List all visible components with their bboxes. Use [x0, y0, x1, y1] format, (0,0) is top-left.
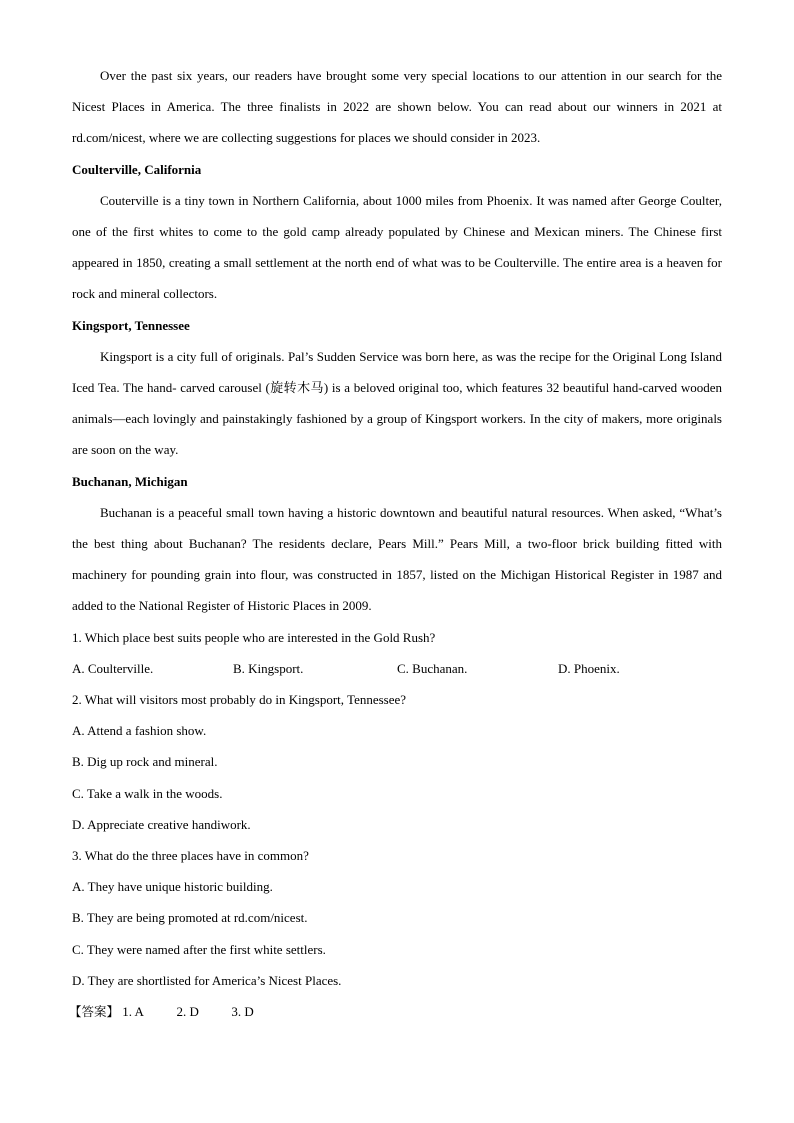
question-1: 1. Which place best suits people who are interested in the Gold Rush?: [72, 629, 436, 645]
intro-paragraph: Over the past six years, our readers have brought some very special locations to our attention in our search for the Nicest Places in America. The three finalists in 2022 are shown below. You can read about our winners in 2021 at rd.com/nicest, where we are collecting suggestions for places we should consider in 2023.: [72, 68, 722, 146]
question-1-option-a: A. Coulterville.: [72, 660, 154, 676]
question-3: 3. What do the three places have in common?: [72, 848, 309, 864]
place-text-buchanan: Buchanan is a peaceful small town having a historic downtown and beautiful natural resources. When asked, “What’s the best thing about Buchanan? The residents declare, Pears Mill.” Pears Mill, a two-floor brick building fitted with machinery for pounding grain into flour, was constructed in 1857, listed on the Michigan Historical Register in 1987 and added to the National Register of Historic Places in 2009.: [72, 504, 722, 614]
question-2-option-b: B. Dig up rock and mineral.: [72, 754, 218, 770]
answer-line: [69, 996, 722, 1027]
question-3-option-b: B. They are being promoted at rd.com/nicest.: [72, 910, 308, 926]
question-1-option-c: C. Buchanan.: [397, 660, 468, 676]
question-2-option-d: D. Appreciate creative handiwork.: [72, 816, 251, 832]
place-heading-coulterville: Coulterville, California: [72, 161, 202, 177]
document-content: [69, 60, 722, 1027]
question-3-option-a: A. They have unique historic building.: [72, 879, 273, 895]
place-heading-kingsport: Kingsport, Tennessee: [72, 317, 190, 333]
question-1-options: [72, 653, 722, 684]
question-2-option-a: A. Attend a fashion show.: [72, 723, 207, 739]
question-1-option-b: B. Kingsport.: [233, 660, 304, 676]
answer-tag: 【答案】: [69, 1004, 120, 1020]
question-2: 2. What will visitors most probably do in Kingsport, Tennessee?: [72, 692, 407, 708]
question-1-option-d: D. Phoenix.: [558, 660, 620, 676]
answer-item-1: 1. A: [122, 1004, 144, 1020]
question-3-option-d: D. They are shortlisted for America’s Nicest Places.: [72, 972, 342, 988]
answer-item-3: 3. D: [231, 1004, 254, 1020]
place-text-coulterville: Couterville is a tiny town in Northern California, about 1000 miles from Phoenix. It was named after George Coulter, one of the first whites to come to the gold camp already populated by Chinese and Mexican miners. The Chinese first appeared in 1850, creating a small settlement at the north end of what was to be Coulterville. The entire area is a heaven for rock and mineral collectors.: [72, 192, 722, 302]
place-heading-buchanan: Buchanan, Michigan: [72, 473, 188, 489]
answer-item-2: 2. D: [176, 1004, 199, 1020]
place-text-kingsport: Kingsport is a city full of originals. Pal’s Sudden Service was born here, as was the recipe for the Original Long Island Iced Tea. The hand- carved carousel (旋转木马) is a beloved original too, which features 32 beautiful hand-carved wooden animals—each lovingly and painstakingly fashioned by a group of Kingsport workers. In the city of makers, more originals are soon on the way.: [72, 348, 722, 458]
question-2-option-c: C. Take a walk in the woods.: [72, 785, 223, 801]
question-3-option-c: C. They were named after the first white settlers.: [72, 941, 326, 957]
